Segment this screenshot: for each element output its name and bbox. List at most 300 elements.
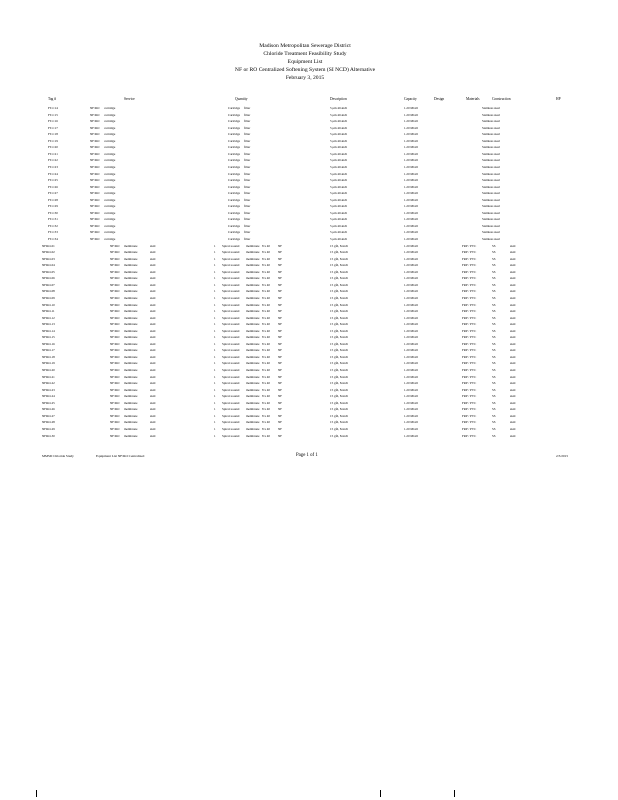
cell-quantity: 1 — [214, 289, 216, 294]
cell-element-type: NF — [278, 269, 283, 274]
cell-capacity: 15 gfd, 8-inch — [330, 361, 348, 366]
cell-description-detail: membrane — [246, 341, 260, 346]
cell-design: 1.20 MGD — [404, 112, 418, 117]
cell-description: Spiral-wound — [222, 354, 240, 359]
cell-capacity: 15 gfd, 8-inch — [330, 282, 348, 287]
cell-description: Cartridge — [228, 184, 241, 189]
column-header-hp: HP — [556, 97, 561, 101]
cell-description: Spiral-wound — [222, 394, 240, 399]
cell-construction: Stainless steel — [482, 132, 500, 137]
cell-service-type: membrane — [124, 354, 138, 359]
cell-service-type: membrane — [124, 322, 138, 327]
cell-description: Cartridge — [228, 178, 241, 183]
cell-design: 1.20 MGD — [404, 191, 418, 196]
table-row — [0, 355, 618, 361]
cell-construction: skid — [510, 322, 516, 327]
cell-service-unit: skid — [150, 276, 156, 281]
cell-service-type: membrane — [124, 276, 138, 281]
cell-construction: skid — [510, 348, 516, 353]
cell-service-unit: skid — [150, 368, 156, 372]
cell-materials: FRP / PVC — [462, 407, 477, 412]
cell-capacity: 15 gfd, 8-inch — [330, 263, 348, 268]
cell-description-detail: membrane — [246, 426, 260, 431]
cell-construction: Stainless steel — [482, 204, 500, 209]
cell-design: 1.20 MGD — [404, 145, 418, 150]
cell-service-type: membrane — [124, 263, 138, 268]
cell-quantity: 1 — [214, 256, 216, 261]
cell-element-size: 8 x 40 — [262, 381, 270, 386]
table-row — [0, 289, 618, 295]
cell-element-size: 8 x 40 — [262, 394, 270, 399]
cell-materials-frame: SS — [492, 433, 496, 438]
cell-capacity: 15 gfd, 8-inch — [330, 322, 348, 327]
cell-construction: Stainless steel — [482, 197, 500, 202]
table-row — [0, 361, 618, 367]
cell-quantity: 1 — [214, 276, 216, 281]
cell-service-type: cartridge — [104, 119, 116, 124]
cell-tag: NFRO-24 — [42, 394, 55, 399]
table-row — [0, 191, 618, 197]
cell-construction: skid — [510, 309, 516, 314]
cell-element-size: 8 x 40 — [262, 413, 270, 418]
cell-design: 1.20 MGD — [404, 309, 418, 314]
cell-tag: NFRO-03 — [42, 256, 55, 261]
cell-description: Cartridge — [228, 210, 241, 215]
cell-description-detail: filter — [244, 237, 251, 241]
cell-description: Spiral-wound — [222, 433, 240, 438]
cell-description: Cartridge — [228, 119, 241, 124]
cell-service: NF/RO — [110, 354, 120, 359]
cell-element-size: 8 x 40 — [262, 374, 270, 379]
cell-construction: skid — [510, 243, 516, 248]
cell-materials: FRP / PVC — [462, 269, 477, 274]
cell-materials-frame: SS — [492, 269, 496, 274]
cell-tag: FT-C22 — [48, 158, 58, 163]
crop-mark — [380, 790, 381, 797]
cell-description: Cartridge — [228, 132, 241, 137]
cell-element-type: NF — [278, 361, 283, 366]
cell-capacity: 5 μm 40-inch — [330, 184, 348, 189]
cell-service-unit: skid — [150, 269, 156, 274]
cell-service: NF/RO — [110, 426, 120, 431]
cell-tag: NFRO-21 — [42, 374, 55, 379]
cell-construction: skid — [510, 400, 516, 405]
cell-service: NF/RO — [90, 119, 100, 124]
table-row — [0, 106, 618, 112]
cell-service: NF/RO — [110, 413, 120, 418]
cell-element-size: 8 x 40 — [262, 289, 270, 294]
table-row — [0, 178, 618, 184]
cell-materials: FRP / PVC — [462, 250, 477, 255]
cell-capacity: 5 μm 40-inch — [330, 119, 348, 124]
column-header-service: Service — [124, 97, 135, 101]
cell-service: NF/RO — [110, 387, 120, 392]
cell-quantity: 1 — [214, 302, 216, 307]
cell-materials-frame: SS — [492, 328, 496, 333]
cell-capacity: 5 μm 40-inch — [330, 164, 348, 169]
cell-tag: NFRO-04 — [42, 263, 55, 268]
cell-materials: FRP / PVC — [462, 282, 477, 287]
cell-element-size: 8 x 40 — [262, 322, 270, 327]
cell-materials: FRP / PVC — [462, 394, 477, 399]
cell-description-detail: filter — [244, 217, 251, 222]
cell-service-type: membrane — [124, 381, 138, 386]
cell-element-type: NF — [278, 250, 283, 255]
cell-description-detail: filter — [244, 138, 251, 143]
cell-service-unit: skid — [150, 407, 156, 412]
cell-capacity: 15 gfd, 8-inch — [330, 426, 348, 431]
cell-design: 1.20 MGD — [404, 119, 418, 124]
cell-tag: NFRO-20 — [42, 368, 55, 372]
cell-quantity: 1 — [214, 400, 216, 405]
cell-tag: FT-C28 — [48, 197, 58, 202]
cell-description-detail: membrane — [246, 302, 260, 307]
cell-description: Cartridge — [228, 125, 241, 130]
table-row — [0, 414, 618, 420]
cell-description-detail: membrane — [246, 394, 260, 399]
cell-design: 1.20 MGD — [404, 263, 418, 268]
cell-description-detail: filter — [244, 164, 251, 169]
cell-service: NF/RO — [110, 361, 120, 366]
cell-description-detail: membrane — [246, 263, 260, 268]
cell-quantity: 1 — [214, 413, 216, 418]
table-row — [0, 237, 618, 243]
cell-quantity: 1 — [214, 295, 216, 300]
cell-service-type: membrane — [124, 368, 138, 372]
cell-tag: FT-C18 — [48, 132, 58, 137]
cell-description-detail: membrane — [246, 387, 260, 392]
cell-service: NF/RO — [90, 217, 100, 222]
cell-description-detail: membrane — [246, 335, 260, 340]
cell-description: Cartridge — [228, 106, 241, 110]
table-row — [0, 296, 618, 302]
cell-tag: NFRO-22 — [42, 381, 55, 386]
cell-element-size: 8 x 40 — [262, 354, 270, 359]
cell-capacity: 5 μm 40-inch — [330, 151, 348, 156]
cell-materials: FRP / PVC — [462, 295, 477, 300]
cell-construction: Stainless steel — [482, 164, 500, 169]
table-row — [0, 388, 618, 394]
cell-capacity: 15 gfd, 8-inch — [330, 302, 348, 307]
cell-service: NF/RO — [110, 394, 120, 399]
cell-materials-frame: SS — [492, 381, 496, 386]
cell-tag: FT-C25 — [48, 178, 58, 183]
cell-capacity: 5 μm 40-inch — [330, 191, 348, 196]
cell-description-detail: membrane — [246, 289, 260, 294]
cell-construction: Stainless steel — [482, 112, 500, 117]
cell-element-size: 8 x 40 — [262, 341, 270, 346]
cell-capacity: 5 μm 40-inch — [330, 210, 348, 215]
cell-service-type: cartridge — [104, 145, 116, 150]
cell-construction: skid — [510, 295, 516, 300]
cell-element-type: NF — [278, 341, 283, 346]
cell-service: NF/RO — [90, 125, 100, 130]
cell-service-unit: skid — [150, 335, 156, 340]
cell-service-unit: skid — [150, 315, 156, 320]
cell-materials: FRP / PVC — [462, 322, 477, 327]
cell-tag: FT-C30 — [48, 210, 58, 215]
cell-service-unit: skid — [150, 328, 156, 333]
cell-quantity: 1 — [214, 315, 216, 320]
cell-service-type: membrane — [124, 328, 138, 333]
cell-service-type: membrane — [124, 269, 138, 274]
cell-description-detail: membrane — [246, 309, 260, 314]
cell-materials: FRP / PVC — [462, 243, 477, 248]
cell-description-detail: filter — [244, 204, 251, 209]
cell-service: NF/RO — [110, 315, 120, 320]
cell-element-type: NF — [278, 328, 283, 333]
cell-service: NF/RO — [90, 178, 100, 183]
cell-element-size: 8 x 40 — [262, 407, 270, 412]
table-row — [0, 348, 618, 354]
cell-construction: skid — [510, 250, 516, 255]
cell-design: 1.20 MGD — [404, 335, 418, 340]
table-row — [0, 257, 618, 263]
cell-element-type: NF — [278, 354, 283, 359]
cell-design: 1.20 MGD — [404, 302, 418, 307]
cell-service-type: cartridge — [104, 184, 116, 189]
cell-tag: NFRO-19 — [42, 361, 55, 366]
table-row — [0, 217, 618, 223]
table-row — [0, 316, 618, 322]
cell-materials: FRP / PVC — [462, 348, 477, 353]
cell-element-size: 8 x 40 — [262, 361, 270, 366]
cell-service-unit: skid — [150, 309, 156, 314]
cell-description-detail: membrane — [246, 322, 260, 327]
cell-design: 1.20 MGD — [404, 322, 418, 327]
cell-service: NF/RO — [90, 204, 100, 209]
cell-service: NF/RO — [90, 197, 100, 202]
cell-quantity: 1 — [214, 309, 216, 314]
cell-description: Cartridge — [228, 197, 241, 202]
cell-capacity: 15 gfd, 8-inch — [330, 328, 348, 333]
cell-service: NF/RO — [90, 223, 100, 228]
table-row — [0, 132, 618, 138]
cell-element-size: 8 x 40 — [262, 315, 270, 320]
cell-design: 1.20 MGD — [404, 315, 418, 320]
cell-construction: skid — [510, 394, 516, 399]
cell-design: 1.20 MGD — [404, 106, 418, 110]
cell-capacity: 5 μm 40-inch — [330, 132, 348, 137]
cell-design: 1.20 MGD — [404, 426, 418, 431]
cell-construction: skid — [510, 368, 516, 372]
cell-service-type: cartridge — [104, 112, 116, 117]
table-row — [0, 224, 618, 230]
cell-description-detail: membrane — [246, 420, 260, 425]
cell-capacity: 5 μm 40-inch — [330, 158, 348, 163]
cell-description-detail: membrane — [246, 269, 260, 274]
cell-element-size: 8 x 40 — [262, 250, 270, 255]
cell-description: Cartridge — [228, 145, 241, 150]
cell-description: Spiral-wound — [222, 413, 240, 418]
cell-tag: FT-C15 — [48, 112, 58, 117]
column-header-tag: Tag # — [48, 97, 57, 101]
table-header — [0, 97, 618, 104]
cell-construction: Stainless steel — [482, 151, 500, 156]
cell-construction: skid — [510, 361, 516, 366]
cell-service-type: cartridge — [104, 204, 116, 209]
title-line-5: February 3, 2015 — [285, 75, 325, 81]
cell-design: 1.20 MGD — [404, 178, 418, 183]
cell-capacity: 5 μm 40-inch — [330, 145, 348, 150]
cell-service: NF/RO — [90, 145, 100, 150]
cell-materials: FRP / PVC — [462, 433, 477, 438]
cell-description: Spiral-wound — [222, 276, 240, 281]
cell-service: NF/RO — [90, 112, 100, 117]
cell-tag: NFRO-01 — [42, 243, 55, 248]
cell-service-unit: skid — [150, 250, 156, 255]
cell-service-type: membrane — [124, 243, 138, 248]
cell-service: NF/RO — [110, 381, 120, 386]
cell-element-type: NF — [278, 309, 283, 314]
cell-service: NF/RO — [110, 256, 120, 261]
cell-design: 1.20 MGD — [404, 381, 418, 386]
column-header-materials: Materials — [466, 97, 480, 101]
cell-service-type: membrane — [124, 335, 138, 340]
cell-construction: skid — [510, 387, 516, 392]
cell-service-unit: skid — [150, 282, 156, 287]
cell-materials: FRP / PVC — [462, 368, 477, 372]
cell-service-unit: skid — [150, 433, 156, 438]
cell-capacity: 5 μm 40-inch — [330, 125, 348, 130]
cell-description-detail: filter — [244, 210, 251, 215]
cell-construction: skid — [510, 433, 516, 438]
cell-capacity: 5 μm 40-inch — [330, 204, 348, 209]
cell-service-type: membrane — [124, 407, 138, 412]
cell-service-unit: skid — [150, 420, 156, 425]
cell-service: NF/RO — [110, 348, 120, 353]
cell-construction: Stainless steel — [482, 178, 500, 183]
cell-capacity: 5 μm 40-inch — [330, 178, 348, 183]
cell-description-detail: filter — [244, 171, 251, 176]
table-row — [0, 427, 618, 433]
cell-tag: NFRO-12 — [42, 315, 55, 320]
cell-description: Spiral-wound — [222, 335, 240, 340]
cell-element-type: NF — [278, 335, 283, 340]
cell-design: 1.20 MGD — [404, 250, 418, 255]
cell-element-size: 8 x 40 — [262, 295, 270, 300]
cell-tag: NFRO-07 — [42, 282, 55, 287]
cell-design: 1.20 MGD — [404, 230, 418, 235]
cell-construction: skid — [510, 289, 516, 294]
cell-construction: skid — [510, 426, 516, 431]
cell-service-type: membrane — [124, 309, 138, 314]
cell-quantity: 1 — [214, 394, 216, 399]
cell-description-detail: membrane — [246, 282, 260, 287]
cell-capacity: 15 gfd, 8-inch — [330, 335, 348, 340]
cell-construction: Stainless steel — [482, 210, 500, 215]
cell-service: NF/RO — [90, 106, 100, 110]
cell-materials: FRP / PVC — [462, 374, 477, 379]
cell-quantity: 1 — [214, 420, 216, 425]
cell-materials: FRP / PVC — [462, 309, 477, 314]
cell-service-unit: skid — [150, 387, 156, 392]
cell-element-type: NF — [278, 387, 283, 392]
cell-description: Spiral-wound — [222, 374, 240, 379]
cell-service: NF/RO — [110, 420, 120, 425]
cell-description-detail: filter — [244, 132, 251, 137]
cell-service-unit: skid — [150, 348, 156, 353]
cell-description-detail: filter — [244, 106, 251, 110]
cell-construction: Stainless steel — [482, 158, 500, 163]
cell-service-unit: skid — [150, 322, 156, 327]
cell-service: NF/RO — [110, 400, 120, 405]
cell-tag: NFRO-28 — [42, 420, 55, 425]
cell-description: Spiral-wound — [222, 263, 240, 268]
cell-service: NF/RO — [90, 138, 100, 143]
cell-service-type: cartridge — [104, 197, 116, 202]
cell-materials-frame: SS — [492, 407, 496, 412]
cell-construction: Stainless steel — [482, 145, 500, 150]
table-row — [0, 119, 618, 125]
cell-description: Cartridge — [228, 171, 241, 176]
cell-tag: FT-C34 — [48, 237, 58, 241]
cell-quantity: 1 — [214, 243, 216, 248]
cell-description-detail: membrane — [246, 374, 260, 379]
cell-description: Cartridge — [228, 217, 241, 222]
cell-description: Cartridge — [228, 164, 241, 169]
cell-design: 1.20 MGD — [404, 374, 418, 379]
cell-description: Cartridge — [228, 204, 241, 209]
cell-design: 1.20 MGD — [404, 164, 418, 169]
cell-description-detail: filter — [244, 178, 251, 183]
cell-design: 1.20 MGD — [404, 204, 418, 209]
cell-construction: Stainless steel — [482, 171, 500, 176]
cell-construction: Stainless steel — [482, 125, 500, 130]
cell-capacity: 5 μm 40-inch — [330, 106, 348, 110]
table-row — [0, 303, 618, 309]
cell-service: NF/RO — [90, 171, 100, 176]
cell-element-type: NF — [278, 243, 283, 248]
cell-element-size: 8 x 40 — [262, 309, 270, 314]
cell-service-type: membrane — [124, 374, 138, 379]
cell-description: Cartridge — [228, 112, 241, 117]
cell-capacity: 15 gfd, 8-inch — [330, 315, 348, 320]
cell-capacity: 15 gfd, 8-inch — [330, 387, 348, 392]
cell-capacity: 15 gfd, 8-inch — [330, 413, 348, 418]
cell-tag: NFRO-27 — [42, 413, 55, 418]
cell-materials-frame: SS — [492, 354, 496, 359]
cell-service: NF/RO — [90, 158, 100, 163]
cell-description-detail: membrane — [246, 328, 260, 333]
cell-description-detail: filter — [244, 197, 251, 202]
cell-construction: Stainless steel — [482, 138, 500, 143]
table-row — [0, 335, 618, 341]
cell-element-size: 8 x 40 — [262, 420, 270, 425]
cell-service-type: membrane — [124, 315, 138, 320]
cell-capacity: 5 μm 40-inch — [330, 223, 348, 228]
table-row — [0, 283, 618, 289]
cell-description: Spiral-wound — [222, 387, 240, 392]
cell-service-type: cartridge — [104, 237, 116, 241]
cell-design: 1.20 MGD — [404, 138, 418, 143]
cell-description: Spiral-wound — [222, 328, 240, 333]
cell-materials-frame: SS — [492, 276, 496, 281]
cell-materials-frame: SS — [492, 263, 496, 268]
cell-construction: skid — [510, 315, 516, 320]
cell-design: 1.20 MGD — [404, 361, 418, 366]
cell-materials-frame: SS — [492, 289, 496, 294]
cell-service-type: membrane — [124, 413, 138, 418]
cell-capacity: 15 gfd, 8-inch — [330, 420, 348, 425]
cell-tag: FT-C14 — [48, 106, 58, 110]
title-line-4: NF or RO Centralized Softening System (SI NCD) Alternative — [234, 67, 376, 73]
title-line-1: Madison Metropolitan Sewerage District — [259, 43, 351, 49]
cell-description: Cartridge — [228, 230, 241, 235]
cell-design: 1.20 MGD — [404, 400, 418, 405]
cell-tag: NFRO-14 — [42, 328, 55, 333]
cell-design: 1.20 MGD — [404, 368, 418, 372]
